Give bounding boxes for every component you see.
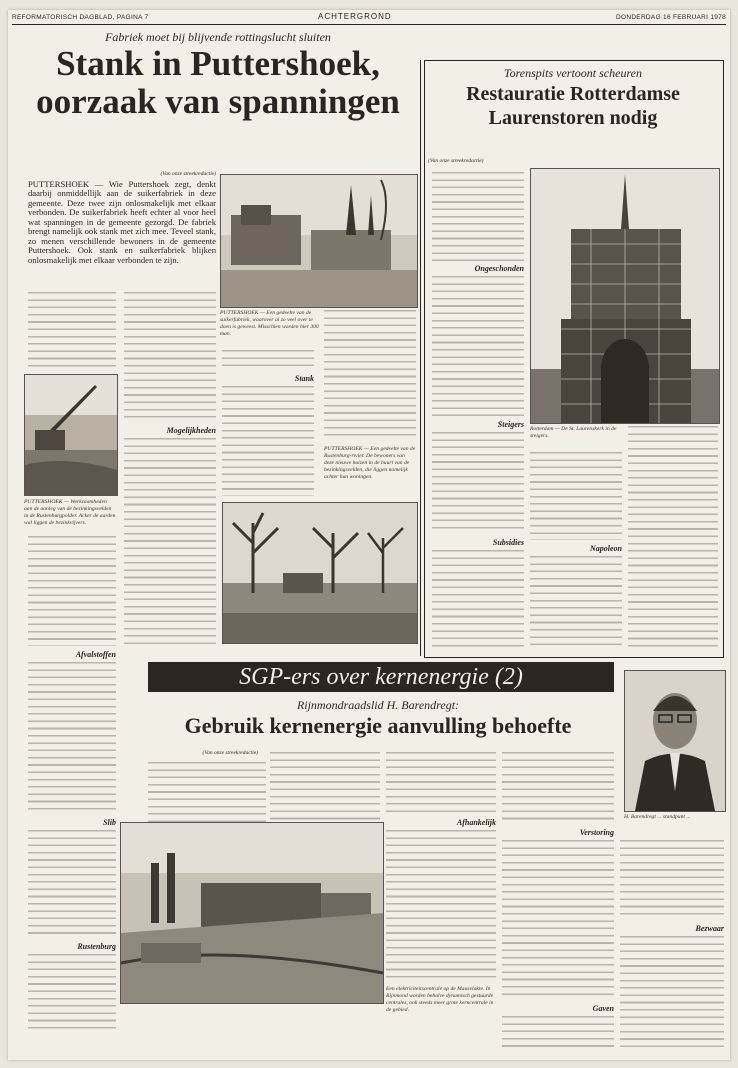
article2-col1d-text [432,550,524,650]
river-houses-photo [222,502,418,644]
article2-col1-text [432,172,524,262]
section-title: ACHTERGROND [318,12,392,21]
article3-banner: SGP-ers over kernenergie (2) [239,664,523,690]
article1-col1e-text [28,954,116,1034]
photo-caption-factory: PUTTERSHOEK — Een gedeelte van de suikerfabriek, waarover al zo veel over te doen is geweest. Misschien worden hier 300 man. [220,310,319,337]
article3-headline: Gebruik kernenergie aanvulling behoefte [184,713,572,738]
photo-caption-tower: Rotterdam — De St. Laurenskerk in de steigers. [530,426,617,439]
article2-col3-text [628,426,718,650]
article3-col5-text [620,840,724,920]
barendregt-portrait [624,670,726,812]
article1-col1c-text [28,662,116,812]
portrait-caption: H. Barendregt ... standpunt ... [624,814,691,820]
article1-col2-text [124,292,216,422]
header-right: DONDERDAG 16 FEBRUARI 1978 [615,14,726,21]
sugar-factory-photo [220,174,418,308]
article3-col4b-text [502,840,614,1000]
article2-headline-2: Laurenstoren nodig [488,107,658,129]
article2-col2b-text [530,556,622,646]
article1-kicker: Fabriek moet bij blijvende rottingslucht sluiten [105,30,331,44]
subhead-ongeschonden: Ongeschonden [474,264,524,273]
subhead-verstoring: Verstoring [579,828,614,837]
article1-col1-text [28,292,116,370]
article3-dateline: (Van onze streekredactie) [202,750,258,756]
subhead-afhankelijk: Afhankelijk [456,818,496,827]
article1-headline-2: oorzaak van spanningen [36,82,400,121]
article2-headline-1: Restauratie Rotterdamse [466,83,680,105]
header-left: REFORMATORISCH DAGBLAD, PAGINA 7 [12,14,149,21]
article1-col2b-text [124,438,216,648]
subhead-subsidies: Subsidies [492,538,524,547]
polder-construction-photo [24,374,118,496]
article1-col1b-text [28,536,116,646]
laurens-tower-photo [530,168,720,424]
article1-col3b-text [222,386,314,496]
subhead-afvalstoffen: Afvalstoffen [75,650,116,659]
header-rule [12,24,726,25]
article2-col2-text [530,452,622,540]
subhead-bezwaar: Bezwaar [695,924,724,933]
article1-dateline: (Van onze streekredactie) [160,171,216,177]
newspaper-page [8,10,730,1060]
article3-col3-text [386,752,496,814]
article3-col3b-text [386,830,496,980]
column-divider [420,60,421,656]
photo-caption-polder: PUTTERSHOEK — Werkzaamheden aan de aanleg van de bezinkingsvelden in de Rustenburgpolder. Acker de aarden wal liggen de bezinkvijvers. [24,499,116,526]
subhead-slib: Slib [103,818,116,827]
subhead-gaven: Gaven [592,1004,614,1013]
article1-headline-1: Stank in Puttershoek, [56,44,380,83]
power-plant-photo [120,822,384,1004]
article3-kicker: Rijnmondraadslid H. Barendregt: [296,698,460,712]
subhead-napoleon: Napoleon [590,544,622,553]
subhead-mogelijkheden: Mogelijkheden [166,426,216,435]
article2-kicker: Torenspits vertoont scheuren [504,66,642,80]
article1-col3-text [222,350,314,370]
article1-col4-text [324,310,416,440]
photo-caption-river: PUTTERSHOEK — Een gedeelte van de Rustenburg-rivier. De bewoners van deze nieuwe huizen in de buurt van de bezinkingsvelden, die liggen namelijk achter hun woningen. [324,446,416,480]
article1-lead: PUTTERSHOEK — Wie Puttershoek zegt, denkt daarbij onmiddellijk aan de suikerfabriek in deze gemeente. Deze twee zijn onlosmakelijk met elkaar verbonden. De suikerfabriek heeft echter al voor heel wat spanningen in de gemeente gezorgd. De fabriek brengt namelijk ook stank met zich mee. Teveel stank, zo menen verschillende bewoners in de gemeente Puttershoek. Ook stank en suikerfabriek blijken onlosmakelijk met elkaar verbonden te zijn. [28,179,216,265]
article2-col1c-text [432,432,524,532]
subhead-rustenburg: Rustenburg [77,942,116,951]
article2-col1b-text [432,276,524,416]
subhead-steigers: Steigers [497,420,524,429]
article3-col4c-text [502,1016,614,1050]
photo-caption-power-plant: Een elektriciteitscentrale op de Maasvlakte. In Rijnmond worden behalve dynamisch gestuurde centrales, ook steeds meer grote kerncentrale in de gebied. [386,986,494,1013]
article2-dateline: (Van onze streekredactie) [428,158,484,164]
article3-col2-text [270,752,380,822]
article1-col1d-text [28,830,116,936]
article3-col5b-text [620,936,724,1050]
article3-col4-text [502,752,614,822]
article3-col1-text [148,762,266,822]
subhead-stank: Stank [294,374,314,383]
